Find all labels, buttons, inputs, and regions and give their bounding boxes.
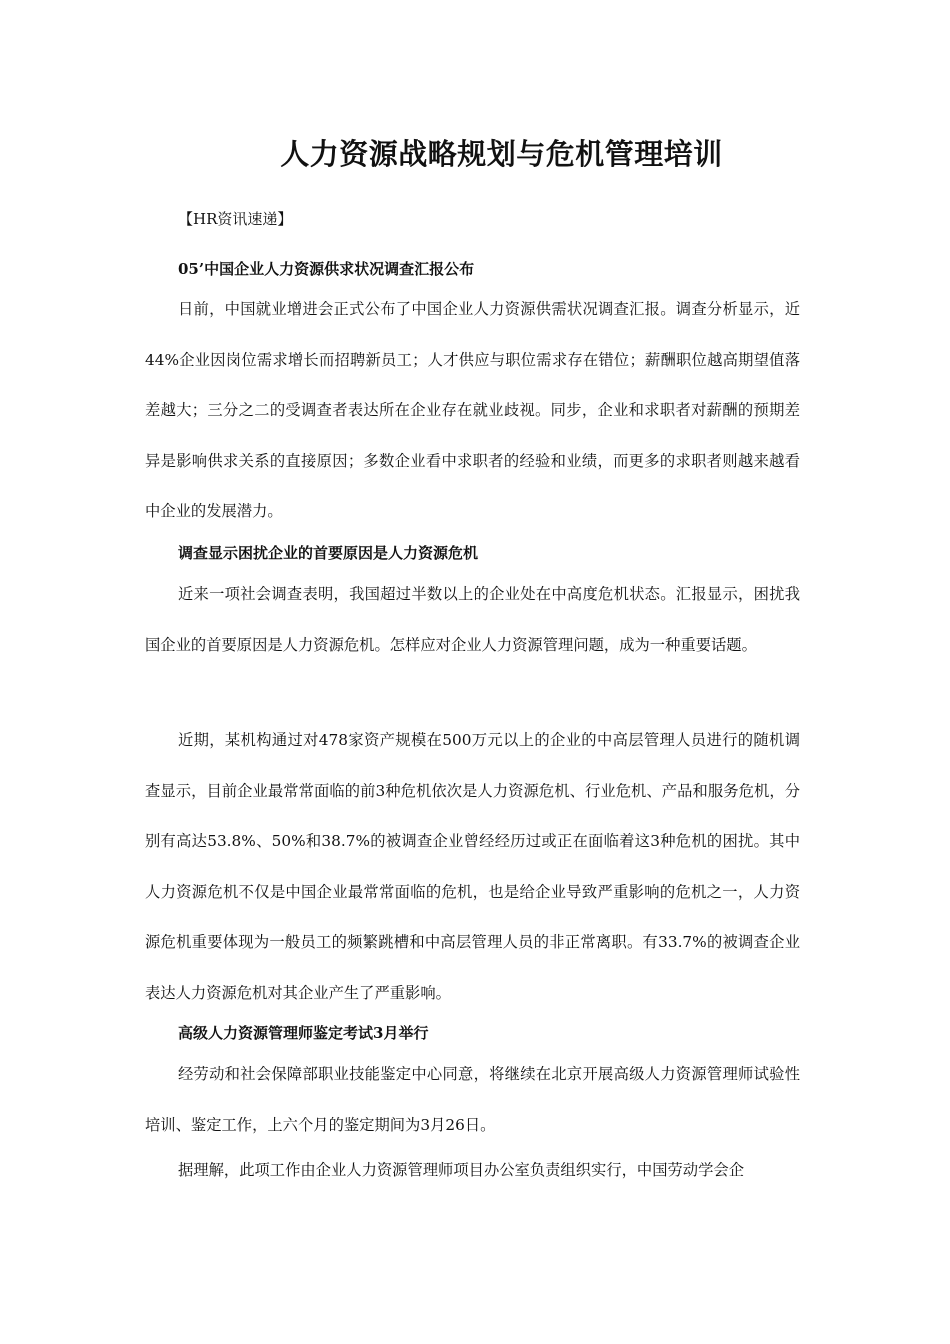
- document-title: 人力资源战略规划与危机管理培训: [280, 137, 723, 171]
- paragraph-hr-exam-organizer: 据理解，此项工作由企业人力资源管理师项目办公室负责组织实行，中国劳动学会企: [178, 1161, 744, 1179]
- paragraph-hr-exam-notice: 经劳动和社会保障部职业技能鉴定中心同意，将继续在北京开展高级人力资源管理师试验性培训、鉴定工作，上六个月的鉴定期间为3月26日。: [145, 1065, 800, 1134]
- section-heading-hr-exam: 高级人力资源管理师鉴定考试3月举行: [178, 1024, 429, 1042]
- paragraph-survey-report: 日前，中国就业增进会正式公布了中国企业人力资源供需状况调查汇报。调查分析显示，近44%企业因岗位需求增长而招聘新员工；人才供应与职位需求存在错位；薪酬职位越高期望值落差越大；三分之二的受调查者表达所在企业存在就业歧视。同步，企业和求职者对薪酬的预期差异是影响供求关系的直接原因；多数企业看中求职者的经验和业绩，而更多的求职者则越来越看中企业的发展潜力。: [145, 300, 800, 520]
- section-heading-hr-crisis: 调查显示困扰企业的首要原因是人力资源危机: [178, 544, 479, 562]
- section-tag: 【HR资讯速递】: [178, 210, 293, 228]
- paragraph-hr-crisis-intro: 近来一项社会调查表明，我国超过半数以上的企业处在中高度危机状态。汇报显示，困扰我国企业的首要原因是人力资源危机。怎样应对企业人力资源管理问题，成为一种重要话题。: [145, 585, 800, 654]
- paragraph-hr-crisis-survey: 近期，某机构通过对478家资产规模在500万元以上的企业的中高层管理人员进行的随机调查显示，目前企业最常常面临的前3种危机依次是人力资源危机、行业危机、产品和服务危机，分别有高达53.8%、50%和38.7%的被调查企业曾经经历过或正在面临着这3种危机的困扰。其中人力资源危机不仅是中国企业最常常面临的危机，也是给企业导致严重影响的危机之一，人力资源危机重要体现为一般员工的频繁跳槽和中高层管理人员的非正常离职。有33.7%的被调查企业表达人力资源危机对其企业产生了严重影响。: [145, 731, 800, 1002]
- section-heading-survey-report: 05’中国企业人力资源供求状况调查汇报公布: [178, 260, 475, 278]
